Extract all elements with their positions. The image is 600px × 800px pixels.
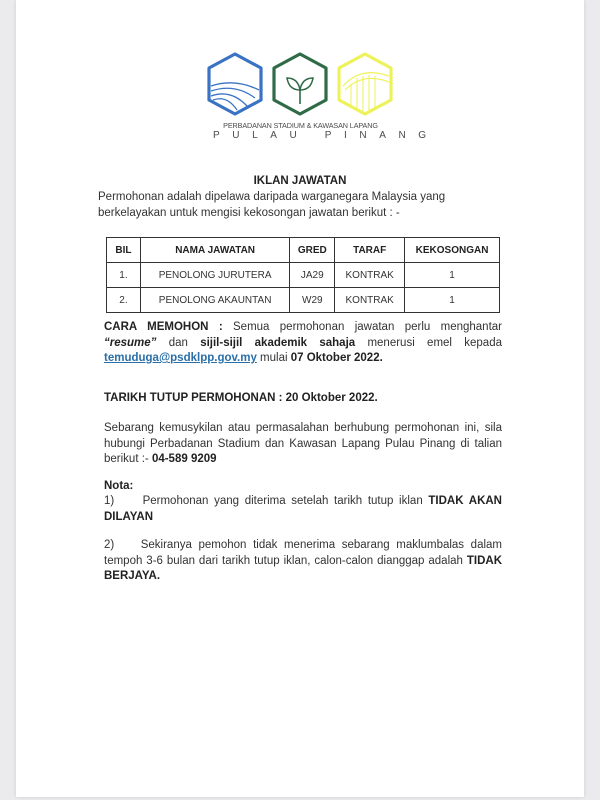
cell-bil: 1.: [107, 263, 141, 288]
nota-label: Nota:: [104, 480, 134, 492]
table-header-row: [107, 238, 500, 263]
cell-nama-jawatan: PENOLONG AKAUNTAN: [140, 288, 289, 313]
note-number: 2): [104, 539, 115, 551]
note-text: Permohonan yang diterima setelah tarikh tutup iklan: [142, 495, 429, 507]
cell-nama-jawatan: PENOLONG JURUTERA: [140, 263, 289, 288]
sijil-term: sijil-sijil akademik sahaja: [200, 336, 356, 349]
cell-taraf: KONTRAK: [335, 263, 405, 288]
text: menerusi emel kepada: [355, 336, 502, 349]
note-number: 1): [104, 495, 115, 507]
cell-bil: 2.: [107, 288, 141, 313]
cell-gred: JA29: [290, 263, 335, 288]
hexagon-emblems-icon: [205, 50, 395, 122]
intro-paragraph: Permohonan adalah dipelawa daripada warganegara Malaysia yang berkelayakan untuk mengisi kekosongan jawatan berikut : -: [98, 191, 446, 219]
logo-org-name: PERBADANAN STADIUM & KAWASAN LAPANG: [223, 121, 378, 130]
note-text: Sekiranya pemohon tidak menerima sebarang maklumbalas dalam tempoh 3-6 bulan dari tarikh tutup iklan, calon-calon dianggap adalah: [104, 539, 502, 567]
cell-taraf: KONTRAK: [335, 288, 405, 313]
resume-term: “resume”: [104, 336, 157, 349]
enquiry-text: Sebarang kemusykilan atau permasalahan berhubung permohonan ini, sila hubungi Perbadanan Stadium dan Kawasan Lapang Pulau Pinang di talian berikut :-: [104, 422, 502, 465]
note-item-2: [104, 538, 502, 585]
cell-gred: W29: [290, 288, 335, 313]
logo-org-location: PULAU PINANG: [213, 130, 439, 141]
cara-memohon-label: CARA MEMOHON :: [104, 321, 223, 333]
text: mulai: [256, 352, 291, 364]
header-gred: GRED: [290, 238, 335, 263]
organization-logo: [205, 50, 439, 145]
note-emphasis: TIDAK AKAN DILAYAN: [104, 495, 502, 523]
closing-date: TARIKH TUTUP PERMOHONAN : 20 Oktober 2022.: [104, 392, 378, 404]
cell-kekosongan: 1: [405, 288, 500, 313]
note-item-1: [104, 494, 502, 525]
cell-kekosongan: 1: [405, 263, 500, 288]
header-kekosongan: KEKOSONGAN: [405, 238, 500, 263]
field-hexagon-icon: [209, 54, 261, 114]
note-emphasis: TIDAK BERJAYA.: [104, 554, 502, 582]
phone-number: 04-589 9209: [151, 453, 217, 465]
start-date: 07 Oktober 2022.: [290, 352, 383, 364]
header-bil: BIL: [107, 238, 141, 263]
header-nama-jawatan: NAMA JAWATAN: [140, 238, 289, 263]
table-row: [107, 288, 500, 313]
email-link[interactable]: temuduga@psdklpp.gov.my: [104, 352, 257, 364]
sprout-hexagon-icon: [274, 54, 326, 114]
text: Semua permohonan jawatan perlu menghantar: [222, 321, 502, 333]
text: dan: [156, 336, 201, 349]
stadium-hexagon-icon: [339, 54, 391, 114]
vacancy-table: [106, 237, 500, 313]
table-row: [107, 263, 500, 288]
application-method-paragraph: [104, 320, 502, 367]
header-taraf: TARAF: [335, 238, 405, 263]
page-title: IKLAN JAWATAN: [253, 175, 347, 187]
enquiry-paragraph: [104, 421, 502, 468]
